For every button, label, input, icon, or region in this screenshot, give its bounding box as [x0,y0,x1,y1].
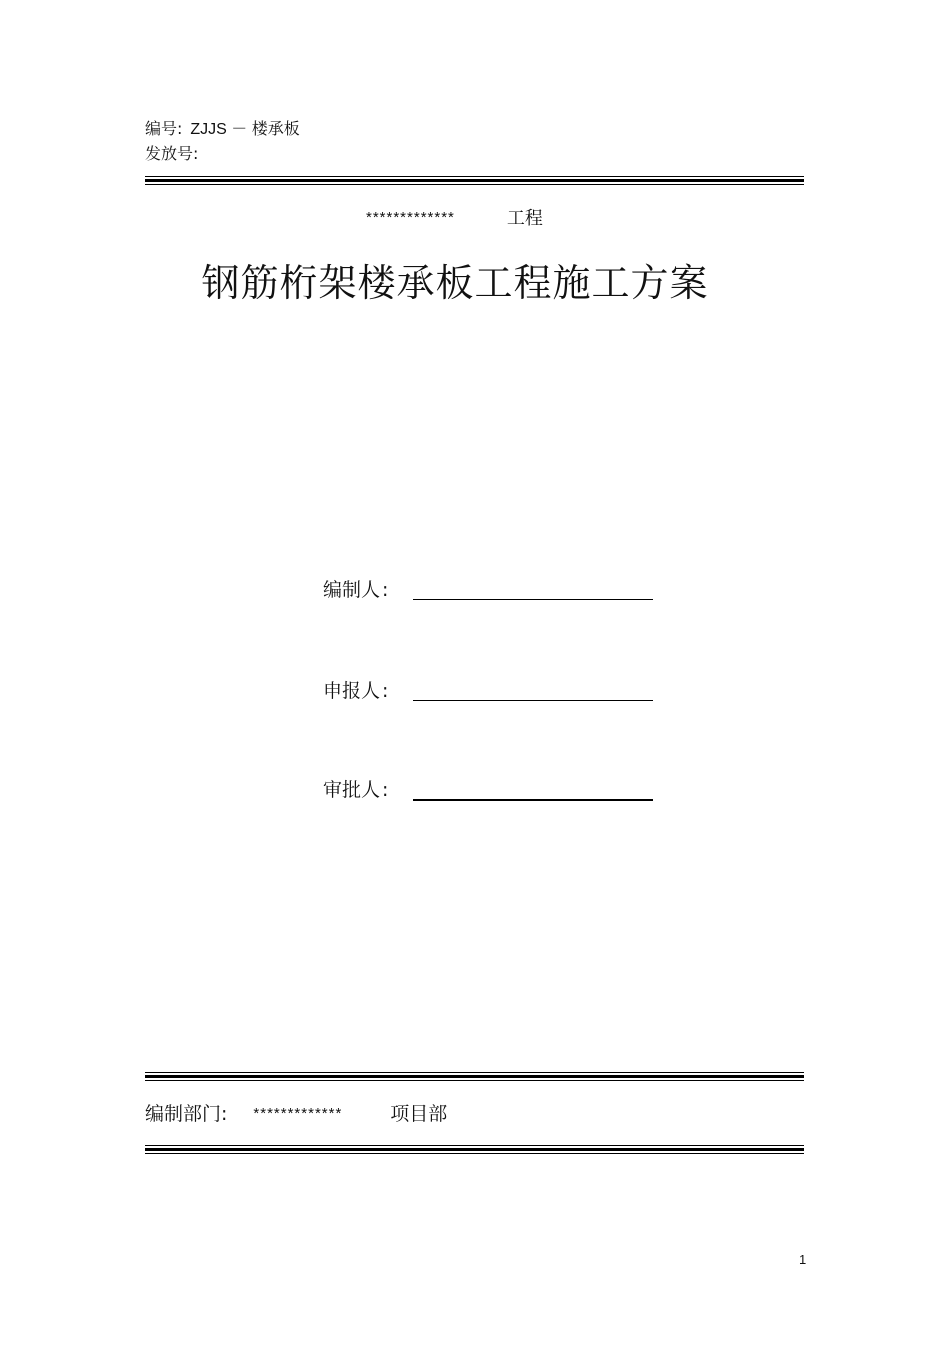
issue-number-label: 发放号: [145,144,199,163]
project-suffix: 工程 [506,208,543,229]
signature-blank-line [413,799,653,801]
signature-colon: : [382,579,389,601]
signature-colon: : [382,779,389,801]
project-name-placeholder: ************* [366,209,455,226]
signature-blank-line [413,700,653,701]
department-suffix: 项目部 [390,1103,448,1125]
signature-blank-line [413,599,653,600]
footer-rule-bottom [145,1145,804,1154]
signature-row-applicant [323,679,391,703]
page-number: 1 [799,1252,807,1267]
document-number [145,119,300,140]
department-label: 编制部门: [145,1103,228,1125]
document-number-value: ZJJS － 楼承板 [190,121,300,138]
signature-colon: : [382,680,389,702]
department-name-placeholder: ************* [253,1105,343,1122]
header-rule [145,176,804,185]
document-title: 钢筋桁架楼承板工程施工方案 [201,261,709,305]
signature-label: 申报人 [323,680,381,702]
document-number-label: 编号: [145,119,183,138]
signature-label: 编制人 [323,579,381,601]
signature-row-compiler [323,578,391,602]
project-name [366,204,543,230]
compiling-department [145,1102,447,1126]
signature-label: 审批人 [323,779,381,801]
signature-row-approver [323,778,391,802]
issue-number [145,144,198,164]
footer-rule-top [145,1072,804,1081]
